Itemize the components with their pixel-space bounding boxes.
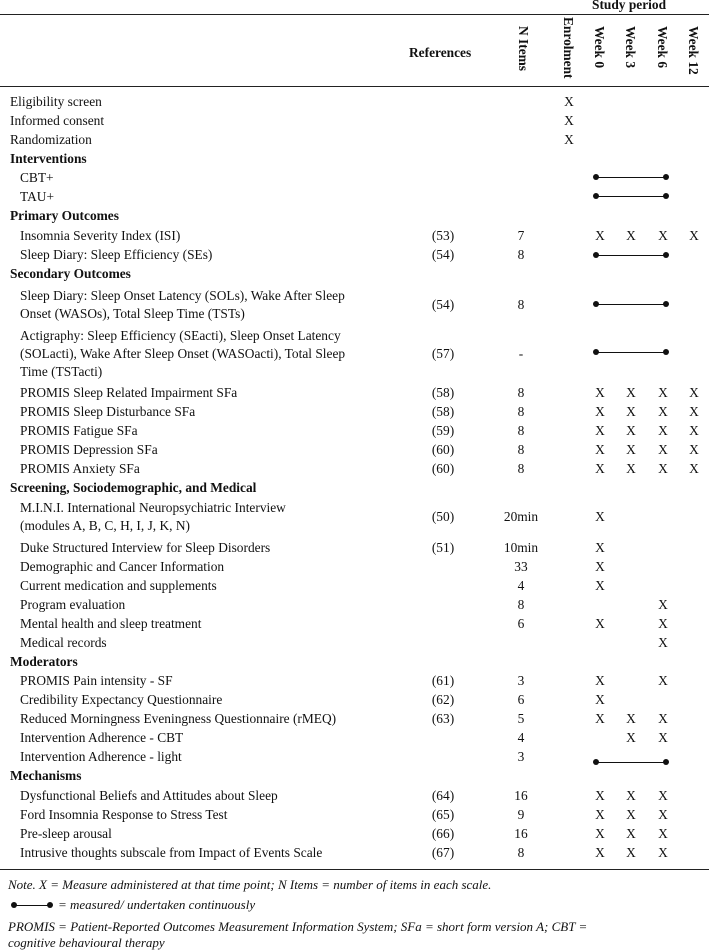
n-items: 6 (517, 616, 525, 631)
continuous-line (596, 352, 666, 353)
row-label-line3: Time (TSTacti) (20, 364, 103, 379)
week6-mark: X (658, 385, 668, 400)
row-label: Sleep Diary: Sleep Efficiency (SEs) (20, 247, 213, 262)
section-label: Interventions (10, 151, 87, 166)
row-label: Pre-sleep arousal (20, 826, 112, 841)
week0-mark: X (595, 404, 605, 419)
continuous-line (596, 762, 666, 763)
n-items: 8 (517, 247, 525, 262)
reference: (58) (431, 404, 455, 419)
week12-mark: X (689, 423, 699, 438)
n-items: 8 (517, 461, 525, 476)
section-label: Moderators (10, 654, 78, 669)
row-label: PROMIS Sleep Related Impairment SFa (20, 385, 238, 400)
week3-mark: X (626, 461, 636, 476)
week6-mark: X (658, 616, 668, 631)
continuous-line (596, 196, 666, 197)
week6-mark: X (658, 711, 668, 726)
week3-mark: X (626, 711, 636, 726)
n-items: 4 (517, 578, 525, 593)
reference: (63) (431, 711, 455, 726)
continuous-legend-text: = measured/ undertaken continuously (58, 897, 256, 912)
reference: (61) (431, 673, 455, 688)
n-items: 9 (517, 807, 525, 822)
week3-mark: X (626, 845, 636, 860)
row-label: Eligibility screen (10, 94, 102, 109)
reference: (60) (431, 442, 455, 457)
week12-mark: X (689, 385, 699, 400)
week0-mark: X (595, 540, 605, 555)
week12-mark: X (689, 442, 699, 457)
week6-mark: X (658, 423, 668, 438)
reference: (53) (431, 228, 455, 243)
row-label: Informed consent (10, 113, 105, 128)
row-label: Demographic and Cancer Information (20, 559, 225, 574)
row-label-line2: (SOLacti), Wake After Sleep Onset (WASOacti), Total Sleep (20, 346, 346, 361)
continuous-line (596, 255, 666, 256)
n-items: 8 (517, 404, 525, 419)
reference: (57) (431, 346, 455, 361)
week6-mark: X (658, 845, 668, 860)
n-items: 33 (514, 559, 528, 574)
week3-mark: X (626, 442, 636, 457)
n-items: 16 (514, 788, 528, 803)
reference: (51) (431, 540, 455, 555)
week0-mark: X (595, 826, 605, 841)
enrolment-mark: X (564, 113, 574, 128)
header-rule (0, 86, 709, 87)
row-label: TAU+ (20, 189, 54, 204)
row-label-line2: Onset (WASOs), Total Sleep Time (TSTs) (20, 306, 245, 321)
row-label: PROMIS Pain intensity - SF (20, 673, 173, 688)
row-label: PROMIS Sleep Disturbance SFa (20, 404, 196, 419)
week0-mark: X (595, 578, 605, 593)
n-items: 16 (514, 826, 528, 841)
week0-mark: X (595, 559, 605, 574)
n-items: 5 (517, 711, 525, 726)
references-header: References (409, 45, 472, 60)
row-label: Reduced Morningness Eveningness Questionnaire (rMEQ) (20, 711, 337, 726)
row-label: Mental health and sleep treatment (20, 616, 202, 631)
n-items: 8 (517, 423, 525, 438)
week12-mark: X (689, 461, 699, 476)
n-items: 3 (517, 673, 525, 688)
reference: (54) (431, 247, 455, 262)
week6-mark: X (658, 826, 668, 841)
week3-mark: X (626, 730, 636, 745)
reference: (50) (431, 509, 455, 524)
week6-mark: X (658, 442, 668, 457)
section-label: Screening, Sociodemographic, and Medical (10, 480, 257, 495)
week6-mark: X (658, 788, 668, 803)
row-label: CBT+ (20, 170, 54, 185)
top-rule (0, 14, 709, 15)
reference: (62) (431, 692, 455, 707)
week3-mark: X (626, 826, 636, 841)
week3-mark: X (626, 385, 636, 400)
row-label: PROMIS Anxiety SFa (20, 461, 140, 476)
enrolment-mark: X (564, 94, 574, 109)
n-items: 10min (503, 540, 539, 555)
week0-mark: X (595, 845, 605, 860)
enrolment-header: Enrolment (561, 17, 576, 79)
week12-mark: X (689, 228, 699, 243)
week6-mark: X (658, 635, 668, 650)
reference: (66) (431, 826, 455, 841)
row-label: Sleep Diary: Sleep Onset Latency (SOLs), Wake After Sleep (20, 288, 345, 303)
week0-mark: X (595, 461, 605, 476)
reference: (54) (431, 297, 455, 312)
study-period-header: Study period (592, 0, 667, 12)
n-items: - (518, 346, 524, 361)
enrolment-mark: X (564, 132, 574, 147)
row-label: Program evaluation (20, 597, 126, 612)
reference: (64) (431, 788, 455, 803)
row-label: Intervention Adherence - light (20, 749, 182, 764)
reference: (65) (431, 807, 455, 822)
week6-mark: X (658, 807, 668, 822)
row-label: Current medication and supplements (20, 578, 217, 593)
week3-mark: X (626, 807, 636, 822)
row-label: Randomization (10, 132, 92, 147)
week0-mark: X (595, 807, 605, 822)
week0-mark: X (595, 385, 605, 400)
week6-mark: X (658, 597, 668, 612)
week0-mark: X (595, 616, 605, 631)
n-items: 8 (517, 845, 525, 860)
bottom-rule (0, 869, 709, 870)
week0-mark: X (595, 228, 605, 243)
row-label: PROMIS Depression SFa (20, 442, 158, 457)
week3-mark: X (626, 423, 636, 438)
table-note: Note. X = Measure administered at that time point; N Items = number of items in each scale. (8, 877, 492, 892)
week0-mark: X (595, 423, 605, 438)
row-label: Insomnia Severity Index (ISI) (20, 228, 181, 243)
week3-mark: X (626, 228, 636, 243)
row-label: PROMIS Fatigue SFa (20, 423, 138, 438)
week12-mark: X (689, 404, 699, 419)
week6-mark: X (658, 461, 668, 476)
continuous-line (596, 304, 666, 305)
week0-mark: X (595, 711, 605, 726)
week0-header: Week 0 (592, 26, 607, 69)
n-items: 8 (517, 597, 525, 612)
continuous-legend-icon (14, 905, 50, 906)
row-label: Ford Insomnia Response to Stress Test (20, 807, 228, 822)
week0-mark: X (595, 509, 605, 524)
section-label: Mechanisms (10, 768, 82, 783)
row-label: Duke Structured Interview for Sleep Disorders (20, 540, 271, 555)
row-label: Intrusive thoughts subscale from Impact of Events Scale (20, 845, 323, 860)
reference: (60) (431, 461, 455, 476)
week0-mark: X (595, 692, 605, 707)
section-label: Secondary Outcomes (10, 266, 131, 281)
week3-mark: X (626, 404, 636, 419)
week3-header: Week 3 (623, 26, 638, 69)
n-items: 3 (517, 749, 525, 764)
row-label-line2: (modules A, B, C, H, I, J, K, N) (20, 518, 190, 533)
n-items: 8 (517, 442, 525, 457)
week6-header: Week 6 (655, 26, 670, 69)
n-items: 4 (517, 730, 525, 745)
week0-mark: X (595, 788, 605, 803)
row-label: Intervention Adherence - CBT (20, 730, 184, 745)
row-label: Credibility Expectancy Questionnaire (20, 692, 223, 707)
row-label: Actigraphy: Sleep Efficiency (SEacti), Sleep Onset Latency (20, 328, 341, 343)
continuous-line (596, 177, 666, 178)
reference: (58) (431, 385, 455, 400)
week0-mark: X (595, 673, 605, 688)
week6-mark: X (658, 404, 668, 419)
n-items: 8 (517, 297, 525, 312)
section-label: Primary Outcomes (10, 208, 119, 223)
row-label: Medical records (20, 635, 107, 650)
row-label: Dysfunctional Beliefs and Attitudes about Sleep (20, 788, 278, 803)
row-label: M.I.N.I. International Neuropsychiatric Interview (20, 500, 286, 515)
n-items-header: N Items (516, 26, 531, 71)
abbreviations-note-line2: cognitive behavioural therapy (8, 935, 165, 950)
reference: (67) (431, 845, 455, 860)
week0-mark: X (595, 442, 605, 457)
abbreviations-note: PROMIS = Patient-Reported Outcomes Measurement Information System; SFa = short form version A; CBT = (8, 919, 588, 934)
n-items: 8 (517, 385, 525, 400)
week6-mark: X (658, 673, 668, 688)
reference: (59) (431, 423, 455, 438)
week3-mark: X (626, 788, 636, 803)
n-items: 7 (517, 228, 525, 243)
week6-mark: X (658, 228, 668, 243)
week12-header: Week 12 (686, 26, 701, 75)
n-items: 20min (503, 509, 539, 524)
n-items: 6 (517, 692, 525, 707)
week6-mark: X (658, 730, 668, 745)
